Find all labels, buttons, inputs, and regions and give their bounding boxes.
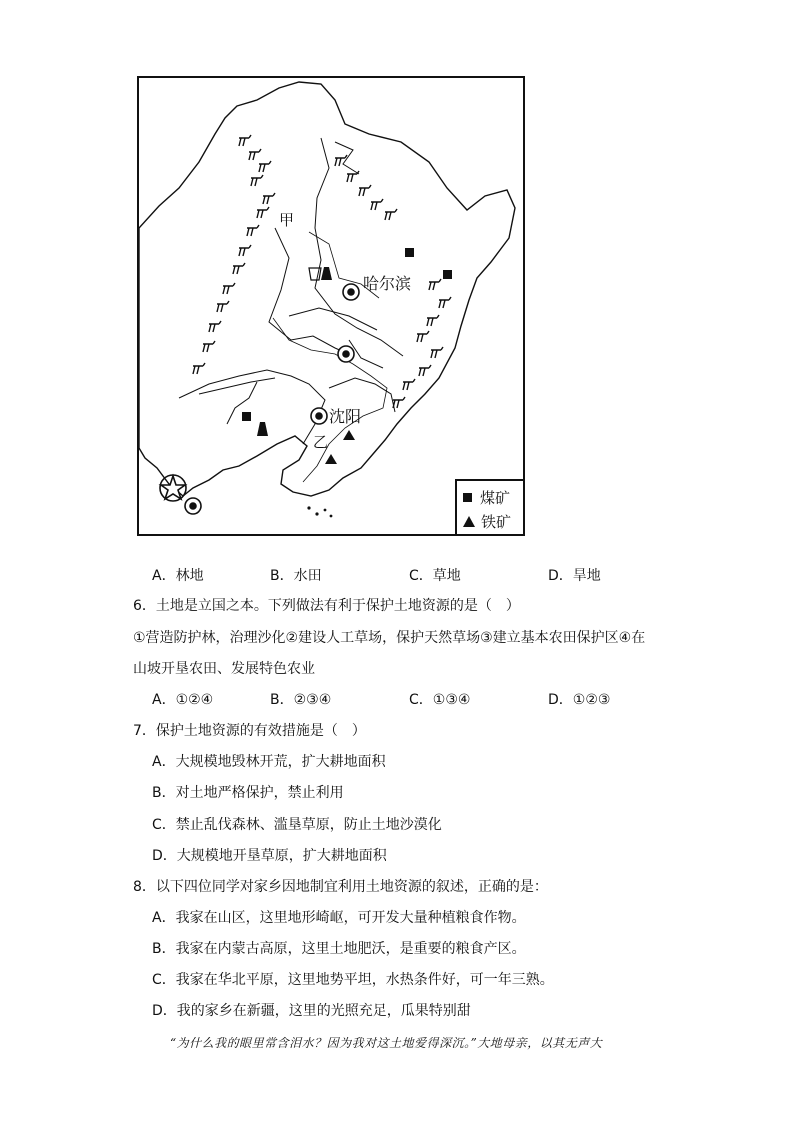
coal-mine-icon — [242, 412, 251, 421]
q8-option-c: C．我家在华北平原，这里地势平坦，水热条件好，可一年三熟。 — [152, 972, 554, 988]
q6-option-a: A．①②④ — [152, 692, 214, 708]
q7-option-b: B．对土地严格保护，禁止利用 — [152, 785, 344, 801]
harbin-marker — [343, 284, 359, 300]
q5-option-a: A．林地 — [152, 568, 204, 584]
iron-mine-icon — [325, 454, 337, 464]
q6-option-b: B．②③④ — [270, 692, 332, 708]
q7-option-c: C．禁止乱伐森林、滥垦草原，防止土地沙漠化 — [152, 817, 442, 833]
q6-stem: 6．土地是立国之本。下列做法有利于保护土地资源的是（ ） — [133, 598, 520, 614]
q6-statements-line1: ①营造防护林，治理沙化②建设人工草场，保护天然草场③建立基本农田保护区④在 — [133, 630, 646, 646]
q8-option-a: A．我家在山区，这里地形崎岖，可开发大量种植粮食作物。 — [152, 910, 526, 926]
label-yi: 乙 — [313, 433, 329, 451]
q6-statements-line2: 山坡开垦农田、发展特色农业 — [133, 661, 315, 677]
oil-field-icon — [321, 267, 332, 280]
map-drawing — [139, 78, 523, 534]
label-jia: 甲 — [279, 211, 295, 229]
coal-mine-icon — [405, 248, 414, 257]
q7-stem: 7．保护土地资源的有效措施是（ ） — [133, 723, 366, 739]
oil-field-icon — [257, 422, 268, 436]
coal-mine-icon — [443, 270, 452, 279]
q8-option-b: B．我家在内蒙古高原，这里土地肥沃，是重要的粮食产区。 — [152, 941, 526, 957]
city-label-shenyang: 沈阳 — [329, 407, 362, 426]
coal-mine-icon — [463, 493, 472, 502]
q6-option-c: C．①③④ — [409, 692, 471, 708]
beijing-marker — [185, 498, 201, 514]
q8-option-d: D．我的家乡在新疆，这里的光照充足，瓜果特别甜 — [152, 1003, 471, 1019]
legend-coal: 煤矿 — [463, 487, 510, 508]
shenyang-marker — [311, 408, 327, 424]
q7-option-a: A．大规模地毁林开荒，扩大耕地面积 — [152, 754, 386, 770]
q7-option-d: D．大规模地开垦草原，扩大耕地面积 — [152, 848, 387, 864]
q6-option-d: D．①②③ — [548, 692, 611, 708]
northeast-china-map — [137, 76, 525, 536]
river — [315, 138, 403, 356]
map-legend — [455, 479, 525, 536]
river — [199, 378, 275, 394]
changchun-marker — [338, 346, 354, 362]
river — [179, 370, 325, 444]
q8-stem: 8．以下四位同学对家乡因地制宜利用土地资源的叙述，正确的是： — [133, 879, 548, 895]
q5-option-c: C．草地 — [409, 568, 461, 584]
q5-option-d: D．旱地 — [548, 568, 601, 584]
q5-option-b: B．水田 — [270, 568, 322, 584]
reading-quote: “为什么我的眼里常含泪水？因为我对这土地爱得深沉。”大地母亲，以其无声大 — [170, 1036, 603, 1050]
river — [269, 228, 353, 356]
iron-mine-icon — [463, 516, 475, 527]
city-label-harbin: 哈尔滨 — [363, 274, 412, 293]
river — [289, 308, 377, 330]
iron-mine-icon — [343, 430, 355, 440]
legend-iron: 铁矿 — [463, 511, 511, 532]
